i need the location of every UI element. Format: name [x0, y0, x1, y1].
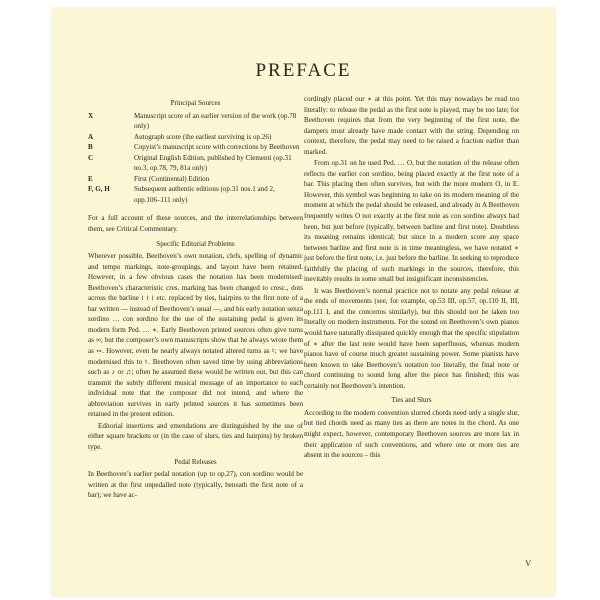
source-desc: First (Continental) Edition — [134, 174, 210, 183]
problems-heading: Specific Editorial Problems — [156, 239, 235, 248]
document-page — [52, 8, 555, 596]
source-entry — [88, 153, 303, 174]
problems-paragraph: Editorial insertions and emendations are distinguished by the use of either square brackets or (in the case of slurs, ties and hairpins) by broken type. — [88, 421, 303, 451]
page-number: V — [525, 559, 531, 568]
source-desc: Copyist’s manuscript score with corrections by Beethoven — [134, 143, 300, 152]
sources-heading: Principal Sources — [170, 99, 221, 107]
source-desc: Autograph score (the earliest surviving is op.26) — [134, 132, 272, 141]
pedal-paragraph: In Beethoven’s earlier pedal notation (up to op.27), con sordino would be written at the first unpedalled note (typically, beneath the first note of a bar); we have ac- — [88, 470, 303, 500]
source-entry — [88, 132, 303, 143]
body-paragraph: cordingly placed our ∗ at this point. Yet this may nowadays be read too literally: to release the pedal as the first note is played, may be too late; for Beethoven requires that from the very beginning of the first note, the dampers must already have made contact with the string. Depending on context, therefore, the pedal may need to be raised a fraction earlier than marked. — [304, 95, 519, 156]
left-column — [88, 94, 303, 502]
pedal-heading: Pedal Releases — [174, 457, 217, 466]
problems-paragraph: Wherever possible, Beethoven’s own notation, clefs, spelling of dynamic and tempo markings, note-groupings, and layout have been retained. However, in a few obvious cases the notation has been modernised: Beethoven’s characteristic cres. marking has been changed to cresc., dots across the barline ≀ ≀ ≀ etc. replaced by ties, hairpins to the first note of a bar written — instead of Beethoven’s usual —, and his early notation senza sordino … con sordino for the use of the sustaining pedal is given its modern form Ped. … ∗. Early Beethoven printed sources often give turns as ∞; but the composer’s own manuscripts show that he always wrote them as ∾. However, even he nearly always notated altered turns as ♮; we have modernised this to ♮. Beethoven often saved time by using abbreviations such as ♪ or ♫; often he assumed these would be written out, but this can transmit the subtly different musical message of an importance to each individual note that the composer did not intend, and where the abbreviation survives in early printed sources it has sometimes been retained in the present edition. — [88, 252, 303, 419]
source-code: F, G, H — [88, 185, 110, 194]
source-entry — [88, 184, 303, 205]
source-desc: Manuscript score of an earlier version of the work (op.78 only) — [134, 111, 297, 131]
page-title: PREFACE — [255, 60, 352, 81]
source-code: B — [88, 143, 93, 152]
source-desc: Original English Edition, published by Clementi (op.31 no.3, op.78, 79, 81a only) — [134, 153, 292, 173]
sources-note: For a full account of these sources, and the interrelationships between them, see Critical Commentary. — [88, 214, 303, 234]
body-paragraph: From op.31 on he used Ped. … O, but the notation of the release often reflects the earlier con sordino, being placed exactly at the first note of a bar. This placing then often survives, but with the more modern O, in E. However, this symbol was beginning to take on its modern meaning of the moment at which the pedal should be released, and already in A Beethoven frequently writes O not exactly at the first note as con sordino always had been, but just before (typically, between barline and first note). Doubtless its meaning remains identical; but since in a modern score any space between barline and first note is in time meaningless, we have notated ∗ just before the first note, i.e. just before the barline. In seeking to reproduce faithfully the placing of such markings in the sources, therefore, this inevitably results in some small but insignificant inconsistencies. — [304, 159, 519, 284]
source-code: C — [88, 153, 94, 162]
source-code: A — [88, 132, 94, 141]
source-code: E — [88, 174, 93, 183]
body-paragraph: It was Beethoven’s normal practice not to notate any pedal release at the ends of movements (see, for example, op.53 III, op.57, op.110 II, III, op.111 I, and the concertos similarly), but this should not be taken too literally on modern instruments. For the sound on Beethoven’s own pianos would have naturally dissipated quickly enough that the specific stipulation of ∗ after the last note would have been superfluous, whereas modern pianos have of course much greater sustaining power. Some pianists have been known to take Beethoven’s notation too literally, the final note or chord continuing to sound long after the piece has finished; this was certainly not Beethoven’s intention. — [304, 286, 519, 390]
sources-list — [88, 111, 303, 206]
right-column — [304, 94, 519, 462]
ties-heading: Ties and Slurs — [391, 396, 432, 405]
source-code: X — [88, 111, 94, 120]
ties-paragraph: According to the modern convention slurred chords need only a single slur, but tied chords need as many ties as there are notes in the chord. As one might expect, however, contemporary Beethoven sources are more lax in their application of such conventions, and where one or more ties are absent in the sources – this — [304, 408, 519, 460]
source-entry — [88, 142, 303, 153]
source-entry — [88, 174, 303, 185]
source-desc: Subsequent authentic editions (op.31 nos.1 and 2, opp.106–111 only) — [134, 185, 275, 204]
source-entry — [88, 111, 303, 132]
